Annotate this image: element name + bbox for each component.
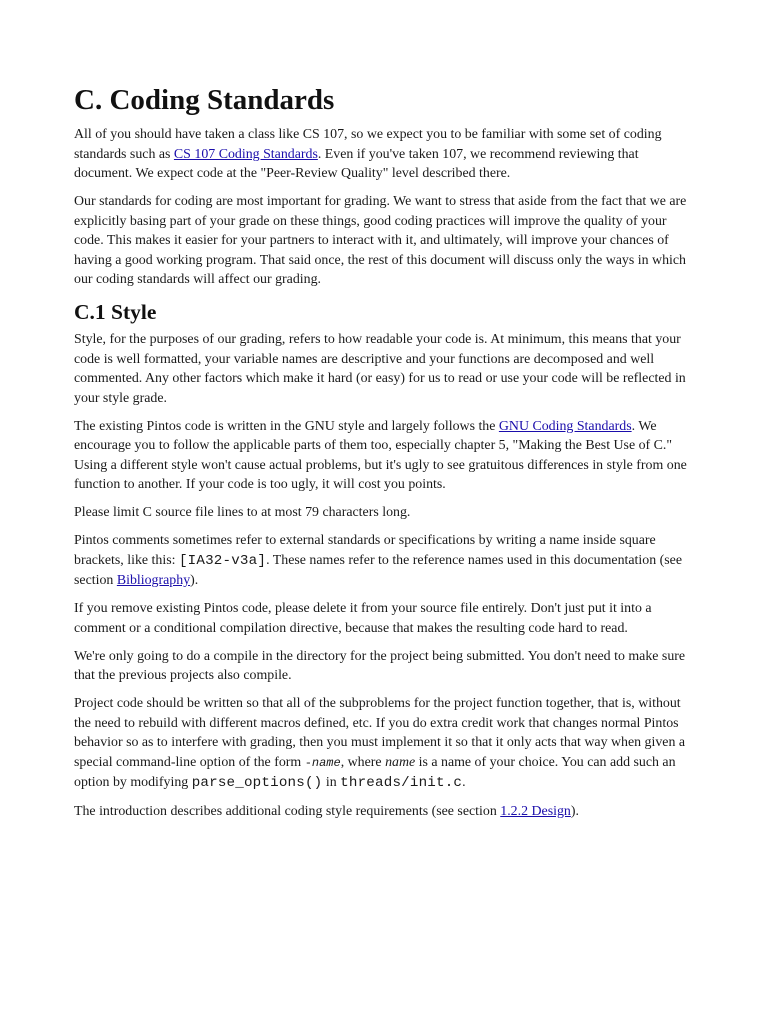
style-p7-text-b: , where — [340, 754, 386, 770]
parse-options-code: parse_options() — [191, 775, 323, 791]
style-paragraph-7 — [74, 694, 696, 794]
init-file-code: threads/init.c — [340, 775, 463, 791]
style-p8-text-a: The introduction describes additional coding style requirements (see section — [74, 804, 501, 819]
style-paragraph-6: We're only going to do a compile in the directory for the project being submitted. You don't need to make sure that the previous projects also compile. — [74, 648, 686, 683]
style-paragraph-1: Style, for the purposes of our grading, refers to how readable your code is. At minimum, this means that your code is well formatted, your variable names are descriptive and your functions are decomposed and well commented. Any other factors which make it hard (or easy) for us to read or use your code will be reflected in your style grade. — [74, 332, 686, 406]
style-p2-text-a: The existing Pintos code is written in the GNU style and largely follows the — [74, 418, 499, 434]
style-p4-text-c: ). — [190, 573, 199, 588]
option-name-var: name — [311, 755, 341, 770]
bibliography-link[interactable]: Bibliography — [116, 573, 191, 588]
intro-paragraph-1 — [74, 125, 696, 184]
intro-text-a: All of you should have taken a class like CS 107, so we expect you to be familiar with some set of coding standards such as — [74, 127, 662, 162]
style-p4-text-b: . These names refer to the reference names used in this documentation (see section — [74, 552, 682, 588]
style-paragraph-2 — [74, 417, 696, 495]
name-var: name — [385, 754, 416, 770]
cs107-standards-link[interactable]: CS 107 Coding Standards — [173, 146, 318, 162]
style-p4-text-a: Pintos comments sometimes refer to external standards or specifications by writing a name inside square brackets, like this: — [74, 533, 656, 568]
bracket-reference-code: [IA32-v3a] — [178, 552, 267, 569]
intro-paragraph-2: Our standards for coding are most important for grading. We want to stress that aside from the fact that we are explicitly basing part of your grade on these things, good coding practices will improve the quality of your code. This makes it easier for your partners to interact with it, and ultimately, will improve your chances of having a good working program. That said once, the rest of this document will discuss only the ways in which our coding standards will affect our grading. — [74, 194, 687, 287]
style-paragraph-8 — [74, 802, 696, 822]
style-p2-text-b: . We encourage you to follow the applicable parts of them too, especially chapter 5, "Making the Best Use of C." Using a different style won't cause actual problems, but it's ugly to see gratuitous differences in style from one function to another. If your code is too ugly, it will cost you points. — [74, 418, 687, 492]
gnu-coding-standards-link[interactable]: GNU Coding Standards — [498, 418, 632, 434]
intro-text-b: . Even if you've taken 107, we recommend reviewing that document. We expect code at the "Peer-Review Quality" level described there. — [74, 146, 639, 181]
style-p7-text-c: is a name of your choice. You can add such an option by modifying — [74, 754, 676, 790]
page-title: C. Coding Standards — [74, 84, 335, 116]
option-sample — [305, 756, 341, 770]
style-p7-text-d: in — [322, 775, 341, 790]
style-p7-text-a: Project code should be written so that all of the subproblems for the project function together, that is, without the need to rebuild with different macros defined, etc. If you do extra credit work that changes normal Pintos behavior so as to interfere with grading, then you must implement it so that it only acts that way when given a special command-line option of the form — [74, 696, 686, 770]
section-heading-style: C.1 Style — [74, 300, 157, 324]
style-p7-text-e: . — [462, 775, 466, 790]
style-paragraph-5: If you remove existing Pintos code, please delete it from your source file entirely. Don't just put it into a comment or a conditional compilation directive, because that makes the resulting code hard to read. — [74, 601, 652, 636]
style-paragraph-4 — [74, 531, 696, 591]
option-dash: - — [304, 755, 312, 770]
style-paragraph-3: Please limit C source file lines to at most 79 characters long. — [74, 505, 411, 520]
design-section-link[interactable]: 1.2.2 Design — [500, 804, 571, 819]
style-p8-text-b: ). — [570, 804, 579, 819]
